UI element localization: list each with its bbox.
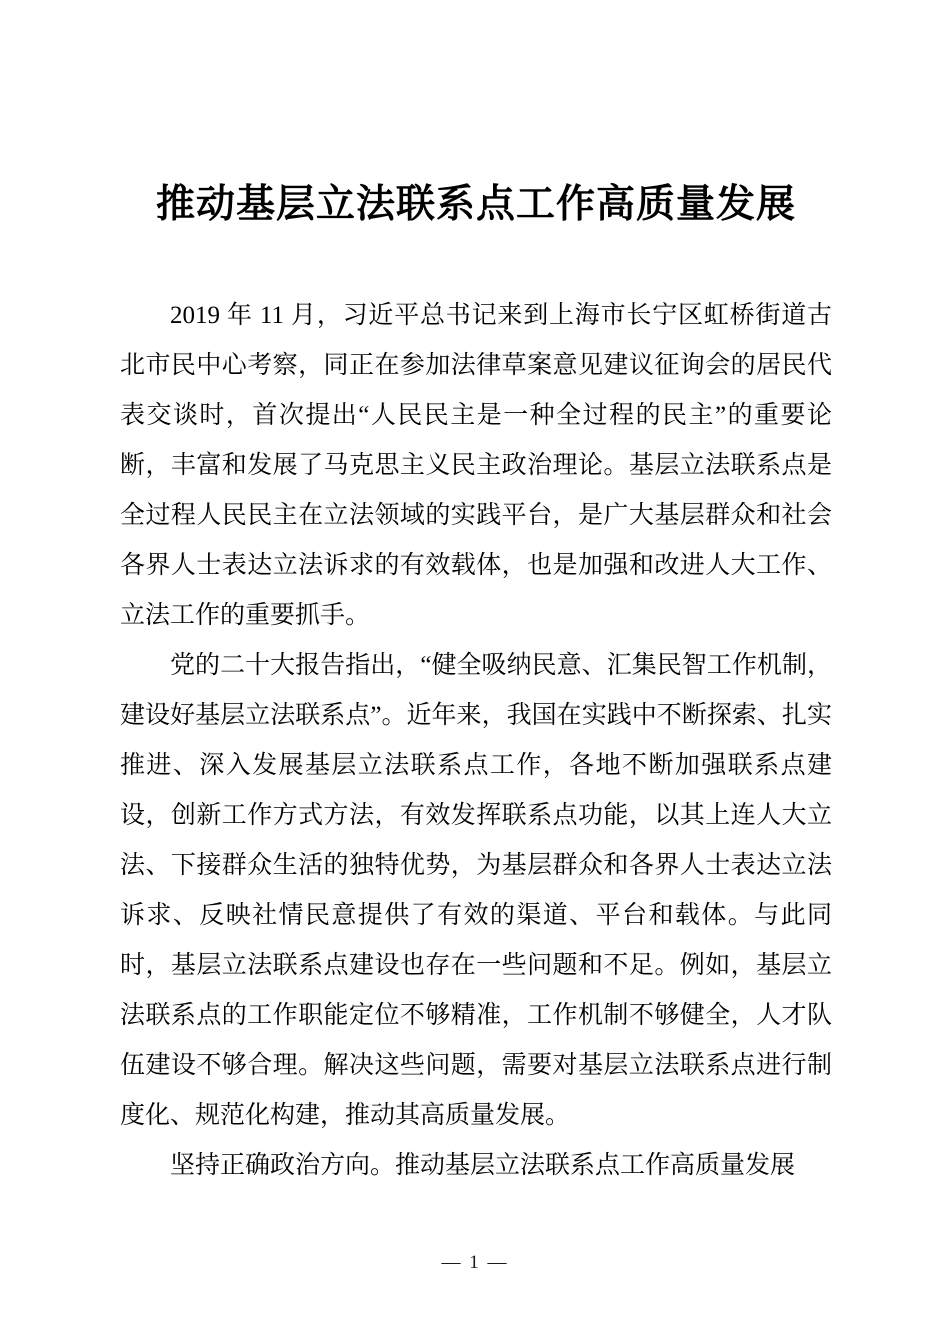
page-footer (0, 1252, 950, 1274)
paragraph-1: 2019 年 11 月，习近平总书记来到上海市长宁区虹桥街道古北市民中心考察，同正在参加法律草案意见建议征询会的居民代表交谈时，首次提出“人民民主是一种全过程的民主”的重要论断，丰富和发展了马克思主义民主政治理论。基层立法联系点是全过程人民民主在立法领域的实践平台，是广大基层群众和社会各界人士表达立法诉求的有效载体，也是加强和改进人大工作、立法工作的重要抓手。 (120, 301, 832, 629)
document-body (120, 291, 832, 1191)
page-number: — 1 — (441, 1252, 509, 1273)
paragraph-3: 坚持正确政治方向。推动基层立法联系点工作高质量发展 (170, 1151, 796, 1179)
paragraph-2: 党的二十大报告指出，“健全吸纳民意、汇集民智工作机制，建设好基层立法联系点”。近年来，我国在实践中不断探索、扎实推进、深入发展基层立法联系点工作，各地不断加强联系点建设，创新工作方式方法，有效发挥联系点功能，以其上连人大立法、下接群众生活的独特优势，为基层群众和各界人士表达立法诉求、反映社情民意提供了有效的渠道、平台和载体。与此同时，基层立法联系点建设也存在一些问题和不足。例如，基层立法联系点的工作职能定位不够精准，工作机制不够健全，人才队伍建设不够合理。解决这些问题，需要对基层立法联系点进行制度化、规范化构建，推动其高质量发展。 (120, 651, 832, 1129)
document-title: 推动基层立法联系点工作高质量发展 (155, 183, 796, 226)
